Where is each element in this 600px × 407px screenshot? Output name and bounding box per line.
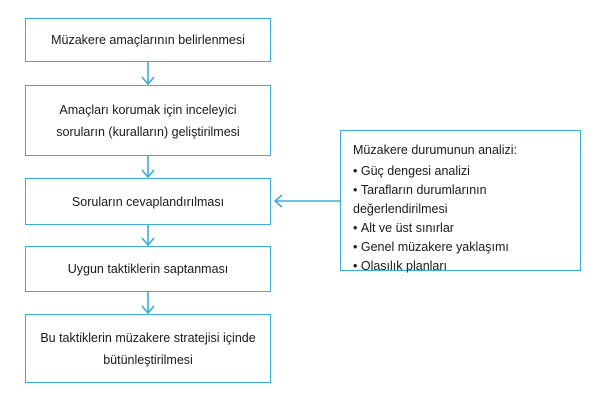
step-label: Soruların cevaplandırılması <box>71 194 225 209</box>
step-label: Amaçları korumak için inceleyici soruların (kuralların) geliştirilmesi <box>56 102 240 139</box>
step-integrate-tactics <box>25 314 271 383</box>
analysis-title: Müzakere durumunun analizi: <box>353 143 517 157</box>
list-item: • Alt ve üst sınırlar <box>353 219 566 238</box>
list-item: • Genel müzakere yaklaşımı <box>353 238 566 257</box>
list-item: • Olasılık planları <box>353 257 566 276</box>
step-label: Bu taktiklerin müzakere stratejisi içinde bütünleştirilmesi <box>40 330 256 367</box>
list-item: • Güç dengesi analizi <box>353 162 566 181</box>
step-label: Uygun taktiklerin saptanması <box>67 262 229 276</box>
step-define-goals <box>25 18 271 62</box>
step-label: Müzakere amaçlarının belirlenmesi <box>51 33 245 47</box>
list-item: • Tarafların durumlarının değerlendirilmesi <box>353 181 566 219</box>
step-answer-questions <box>25 178 271 225</box>
step-develop-questions <box>25 85 271 156</box>
analysis-list <box>353 162 566 276</box>
analysis-box <box>340 130 581 271</box>
step-determine-tactics <box>25 246 271 292</box>
